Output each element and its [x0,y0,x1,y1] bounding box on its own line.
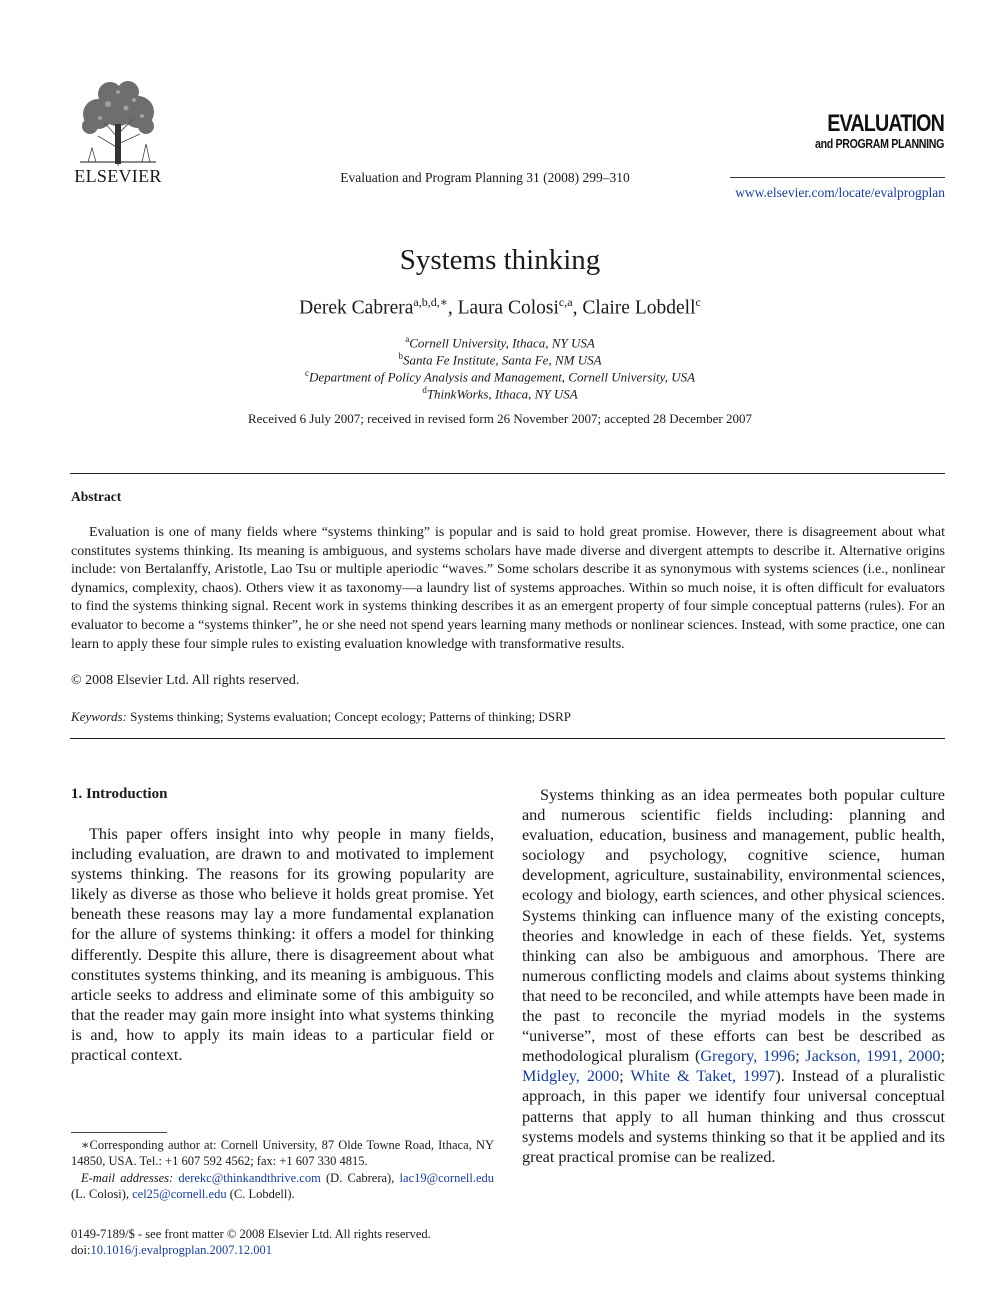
keywords [71,709,945,725]
intro-paragraph-right [522,785,945,1167]
footnote-rule [71,1132,167,1133]
affiliation-mark: b [398,351,403,361]
footnote [71,1137,494,1202]
intro-paragraph-left: This paper offers insight into why people in many fields, including evaluation, are drawn to and motivated to implement systems thinking. The reasons for its growing popularity are likely as diverse as those who believe it holds great promise. Yet beneath these reasons may lay a more fundamental explanation for the allure of systems thinking: it offers a model for thinking differently. Despite this allure, there is disagreement about what constitutes systems thinking, and its meaning is ambiguous. This article seeks to address and eliminate some of this ambiguity so that the reader may gain more insight into what systems thinking is and, how to apply its main ideas to a particular field or practical context. [71,825,494,1065]
author-name[interactable]: Derek Cabrera [299,297,414,319]
author-name[interactable]: Laura Colosi [457,297,559,319]
affiliation [0,351,1000,368]
author-affil-marks[interactable]: a,b,d,∗ [413,295,448,309]
abstract-heading: Abstract [71,489,122,504]
author-affil-marks[interactable]: c,a [558,295,573,309]
author-affil-marks[interactable]: c [695,295,701,309]
email-link[interactable]: lac19@cornell.edu [399,1170,495,1185]
email-label: E-mail addresses: [81,1170,174,1185]
received-dates: Received 6 July 2007; received in revised form 26 November 2007; accepted 28 December 2007 [248,411,752,426]
citation-link[interactable]: White & Taket, 1997 [630,1067,776,1086]
affiliation-mark: d [422,385,427,395]
section-heading: 1. Introduction [71,786,168,802]
affiliation [0,334,1000,351]
affiliation [0,368,1000,385]
header-divider [730,177,945,178]
doi-link[interactable]: 10.1016/j.evalprogplan.2007.12.001 [90,1243,273,1258]
email-owner: (D. Cabrera), [320,1170,395,1185]
citation-link[interactable]: Midgley, 2000 [522,1067,620,1086]
citation-link[interactable]: Jackson, 1991, 2000 [805,1047,941,1066]
publisher-name: ELSEVIER [74,166,162,186]
author-list [0,295,1000,320]
citation-separator: ; [795,1047,806,1066]
paragraph-text: ). Instead of a pluralistic approach, in this paper we identify four universal conceptual patterns that apply to all human thinking and thus crosscut systems models and systems thinking so that it be applied and its great practical promise can be realized. [522,1067,945,1166]
author-separator: , [572,297,583,319]
author-name[interactable]: Claire Lobdell [582,297,696,319]
citation-separator: ; [619,1067,631,1086]
abstract-bottom-rule [70,738,945,739]
tree-icon [68,78,168,170]
affiliation-text: ThinkWorks, Ithaca, NY USA [426,386,578,402]
keywords-list: Systems thinking; Systems evaluation; Concept ecology; Patterns of thinking; DSRP [130,709,572,724]
affiliation-text: Santa Fe Institute, Santa Fe, NM USA [402,352,602,368]
issn-line: 0149-7189/$ - see front matter © 2008 Elsevier Ltd. All rights reserved. [71,1227,431,1241]
doi-label: doi: [71,1243,91,1258]
email-addresses [71,1170,494,1203]
email-owner: (L. Colosi), [71,1186,133,1201]
affiliation-text: Department of Policy Analysis and Management, Cornell University, USA [308,369,696,385]
journal-brand-logo [760,112,944,152]
journal-citation: Evaluation and Program Planning 31 (2008) 299–310 [340,170,630,185]
affiliation-text: Cornell University, Ithaca, NY USA [409,335,595,351]
citation-separator: ; [940,1047,946,1066]
email-link[interactable]: derekc@thinkandthrive.com [178,1170,321,1185]
email-link[interactable]: cel25@cornell.edu [132,1186,227,1201]
article-title: Systems thinking [399,244,601,276]
front-matter [71,1226,494,1259]
paragraph-text: Systems thinking as an idea permeates both popular culture and numerous scientific fields including: planning and evaluation, education, business and management, public health, sociology and psychology, cognitive science, human development, agriculture, sustainability, environmental sciences, ecology and biology, earth sciences, and other physical sciences. Systems thinking can influence many of the existing concepts, theories and knowledge in each of these fields. Yet, systems thinking can also be ambiguous and amorphous. There are numerous conflicting models and claims about systems thinking that need to be reconciled, and while attempts have been made in the past to reconcile the myriad models in the systems “universe”, most of these efforts can best be described as methodological pluralism ( [522,786,945,1066]
journal-url-link[interactable]: www.elsevier.com/locate/evalprogplan [735,185,945,200]
author-separator: , [447,297,458,319]
affiliation-mark: c [304,368,309,378]
affiliation [0,385,1000,402]
keywords-label: Keywords: [71,709,127,724]
abstract-copyright: © 2008 Elsevier Ltd. All rights reserved. [71,673,300,688]
abstract-text: Evaluation is one of many fields where “systems thinking” is popular and is said to hold great promise. However, there is disagreement about what constitutes systems thinking. Its meaning is ambiguous, and systems scholars have made diverse and divergent attempts to describe it. Alternative origins include: von Bertalanffy, Aristotle, Lao Tsu or multiple aperiodic “waves.” Some scholars describe it as synonymous with systems sciences (i.e., nonlinear dynamics, complexity, chaos). Others view it as taxonomy—a laundry list of systems approaches. Within so much noise, it is often difficult for evaluators to find the systems thinking signal. Recent work in systems thinking describes it as an emergent property of four simple conceptual patterns (rules). For an evaluator to become a “systems thinker”, he or she need not spend years learning many methods or nonlinear sciences. Instead, with some practice, one can learn to apply these four simple rules to existing evaluation knowledge with transformative results. [71,525,945,652]
affiliation-mark: a [405,334,410,344]
abstract-top-rule [70,473,945,474]
corresponding-author-note: ∗Corresponding author at: Cornell University, 87 Olde Towne Road, Ithaca, NY 14850, USA. Tel.: +1 607 592 4562; fax: +1 607 330 4815. [71,1138,494,1169]
doi-line [71,1242,494,1258]
brand-line-1: EVALUATION [827,110,944,137]
email-owner: (C. Lobdell). [226,1186,295,1201]
brand-line-2: and PROGRAM PLANNING [815,137,944,151]
citation-link[interactable]: Gregory, 1996 [700,1047,796,1066]
